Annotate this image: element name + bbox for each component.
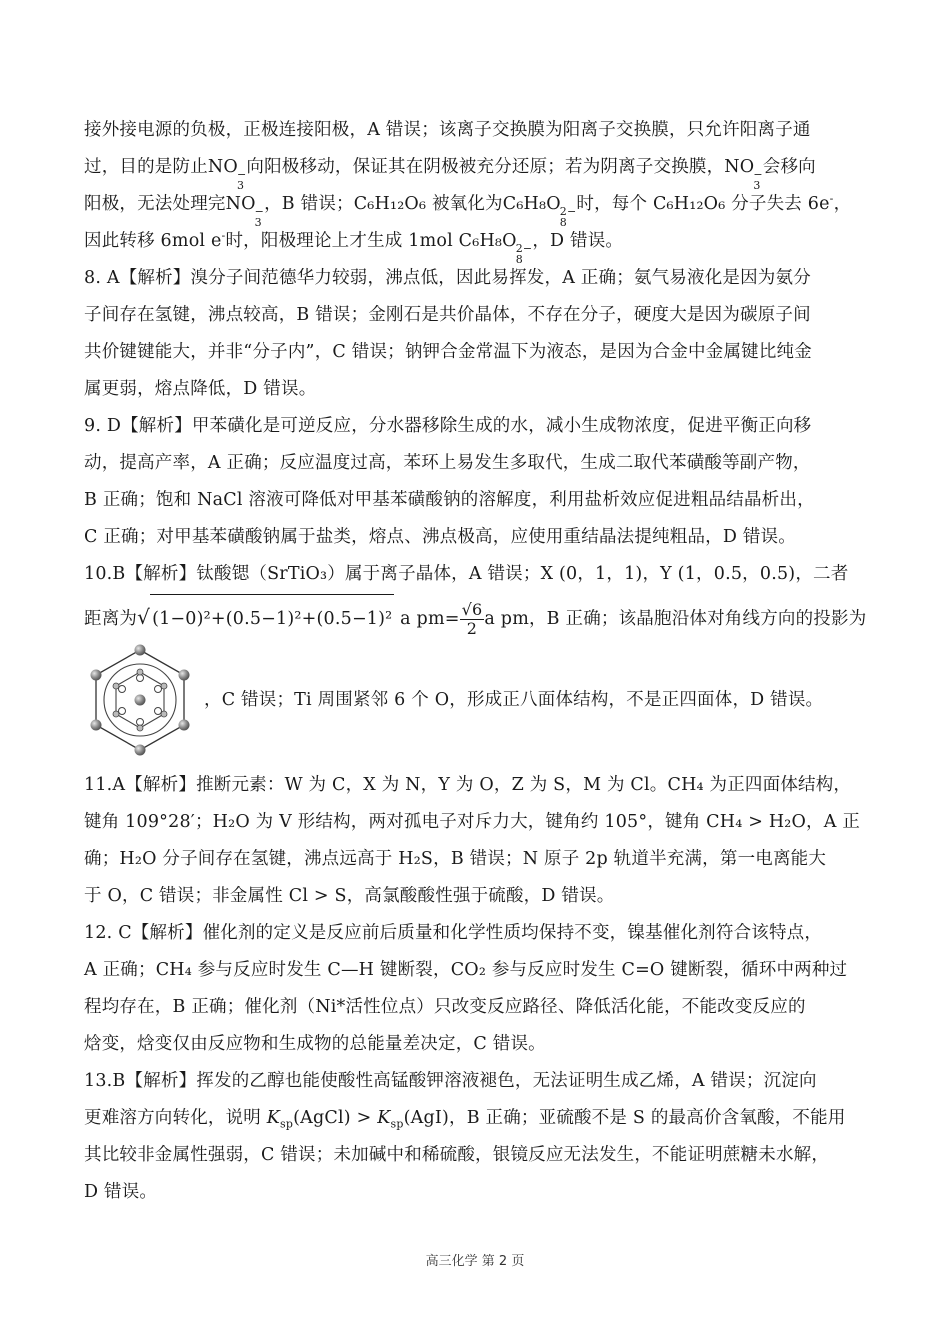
text-line xyxy=(84,1174,866,1211)
text: a pm，B 正确；该晶胞沿体对角线方向的投影为 xyxy=(484,609,867,629)
answer-text xyxy=(84,112,866,1211)
text-line xyxy=(84,593,866,641)
text-line xyxy=(84,1100,866,1137)
text-line xyxy=(84,408,866,445)
text-line xyxy=(84,841,866,878)
text: 确；H₂O 分子间存在氢键，沸点远高于 H₂S，B 错误；N 原子 2p 轨道半充满，第一电离能大 xyxy=(84,849,827,869)
text: ，B 错误；C₆H₁₂O₆ 被氧化为C₆H₈O xyxy=(264,194,561,214)
text: 属更弱，熔点降低，D 错误。 xyxy=(84,379,317,399)
text-line xyxy=(84,1137,866,1174)
ion-charge: − 3 xyxy=(254,205,265,229)
text: 键角 109°28′；H₂O 为 V 形结构，两对孤电子对斥力大，键角约 105°，键角 CH₄ > H₂O，A 正 xyxy=(84,812,861,832)
text: 12. C【解析】催化剂的定义是反应前后质量和化学性质均保持不变，镍基催化剂符合该特点， xyxy=(84,923,823,943)
text-line xyxy=(84,556,866,593)
superscript: - xyxy=(221,229,226,243)
text: ，D 错误。 xyxy=(532,231,624,251)
sqrt-expression: (1−0)²+(0.5−1)²+(0.5−1)² xyxy=(150,594,394,643)
text-line xyxy=(84,1063,866,1100)
text: 10.B【解析】钛酸锶（SrTiO₃）属于离子晶体，A 错误；X (0，1，1)，Y (1，0.5，0.5)，二者 xyxy=(84,564,849,584)
text: 时，每个 C₆H₁₂O₆ 分子失去 6e xyxy=(576,194,830,214)
text: a pm= xyxy=(394,609,460,629)
text-line xyxy=(84,112,866,149)
text: 11.A【解析】推断元素：W 为 C，X 为 N，Y 为 O，Z 为 S，M 为 Cl。CH₄ 为正四面体结构， xyxy=(84,775,852,795)
text-line xyxy=(84,186,866,229)
text: 共价键键能大，并非“分子内”，C 错误；钠钾合金常温下为液态，是因为合金中金属键比纯金 xyxy=(84,342,812,362)
text: 会移向 xyxy=(762,157,816,177)
text-line xyxy=(84,223,866,266)
ion-charge: − 3 xyxy=(753,168,763,192)
text: 8. A【解析】溴分子间范德华力较弱，沸点低，因此易挥发，A 正确；氨气易液化是因为氨分 xyxy=(84,268,811,288)
text: 接外接电源的负极，正极连接阳极，A 错误；该离子交换膜为阳离子交换膜，只允许阳离子通 xyxy=(84,120,811,140)
text-line xyxy=(84,297,866,334)
sqrt-sign: √ xyxy=(137,605,151,629)
text: 因此转移 6mol e xyxy=(84,231,222,251)
text: 9. D【解析】甲苯磺化是可逆反应，分水器移除生成的水，减小生成物浓度，促进平衡正向移 xyxy=(84,416,812,436)
text: ， xyxy=(833,194,852,214)
ion-charge: 2− 8 xyxy=(559,205,577,229)
text-line xyxy=(84,260,866,297)
text-line xyxy=(84,915,866,952)
text: 焓变，焓变仅由反应物和生成物的总能量差决定，C 错误。 xyxy=(84,1034,546,1054)
text-line xyxy=(84,767,866,804)
text-line xyxy=(84,482,866,519)
text: 阳极，无法处理完NO xyxy=(84,194,256,214)
text-line xyxy=(84,1026,866,1063)
ion-charge: 2− 8 xyxy=(515,242,533,266)
text: 更难溶方向转化，说明 xyxy=(84,1108,267,1128)
text: C 正确；对甲基苯磺酸钠属于盐类，熔点、沸点极高，应使用重结晶法提纯粗品，D 错误。 xyxy=(84,527,796,547)
text: 于 O，C 错误；非金属性 Cl > S，高氯酸酸性强于硫酸，D 错误。 xyxy=(84,886,615,906)
text-line xyxy=(84,519,866,556)
text: 其比较非金属性强弱，C 错误；未加碱中和稀硫酸，银镜反应无法发生，不能证明蔗糖未水解， xyxy=(84,1145,830,1165)
text-line xyxy=(84,989,866,1026)
text: (AgCl) > xyxy=(293,1108,378,1128)
text: 时，阳极理论上才生成 1mol C₆H₈O xyxy=(225,231,517,251)
text-line xyxy=(84,334,866,371)
text-line xyxy=(84,804,866,841)
text: B 正确；饱和 NaCl 溶液可降低对甲基苯磺酸钠的溶解度，利用盐析效应促进粗品结晶析出， xyxy=(84,490,815,510)
text: 子间存在氢键，沸点较高，B 错误；金刚石是共价晶体，不存在分子，硬度大是因为碳原子间 xyxy=(84,305,811,325)
ksp-symbol: K xyxy=(377,1108,391,1128)
text: 距离为 xyxy=(84,609,138,629)
text: 13.B【解析】挥发的乙醇也能使酸性高锰酸钾溶液褪色，无法证明生成乙烯，A 错误；沉淀向 xyxy=(84,1071,817,1091)
page-footer: 高三化学 第 2 页 xyxy=(425,1254,525,1269)
crystal-projection-figure xyxy=(84,644,196,756)
text-line xyxy=(84,641,866,759)
subscript: sp xyxy=(390,1117,404,1131)
fraction: $\frac{√6}{2}$ xyxy=(461,600,483,638)
text-line xyxy=(84,878,866,915)
text: A 正确；CH₄ 参与反应时发生 C—H 键断裂，CO₂ 参与反应时发生 C=O 键断裂，循环中两种过 xyxy=(84,960,848,980)
text-line xyxy=(84,149,866,192)
text: 向阳极移动，保证其在阴极被充分还原；若为阴离子交换膜，NO xyxy=(246,157,755,177)
text-line xyxy=(84,952,866,989)
text-line xyxy=(84,445,866,482)
text: ，C 错误；Ti 周围紧邻 6 个 O，形成正八面体结构，不是正四面体，D 错误。 xyxy=(204,689,824,710)
superscript: - xyxy=(829,192,834,206)
text-line xyxy=(84,371,866,408)
text: (AgI)，B 正确；亚硫酸不是 S 的最高价含氧酸，不能用 xyxy=(403,1108,846,1128)
text: D 错误。 xyxy=(84,1182,158,1202)
ion-charge: − 3 xyxy=(236,168,247,192)
subscript: sp xyxy=(280,1117,294,1131)
text: 程均存在，B 正确；催化剂（Ni*活性位点）只改变反应路径、降低活化能，不能改变反应的 xyxy=(84,997,806,1017)
text: 过，目的是防止NO xyxy=(84,157,238,177)
ksp-symbol: K xyxy=(266,1108,281,1128)
text: 动，提高产率，A 正确；反应温度过高，苯环上易发生多取代，生成二取代苯磺酸等副产物， xyxy=(84,453,811,473)
